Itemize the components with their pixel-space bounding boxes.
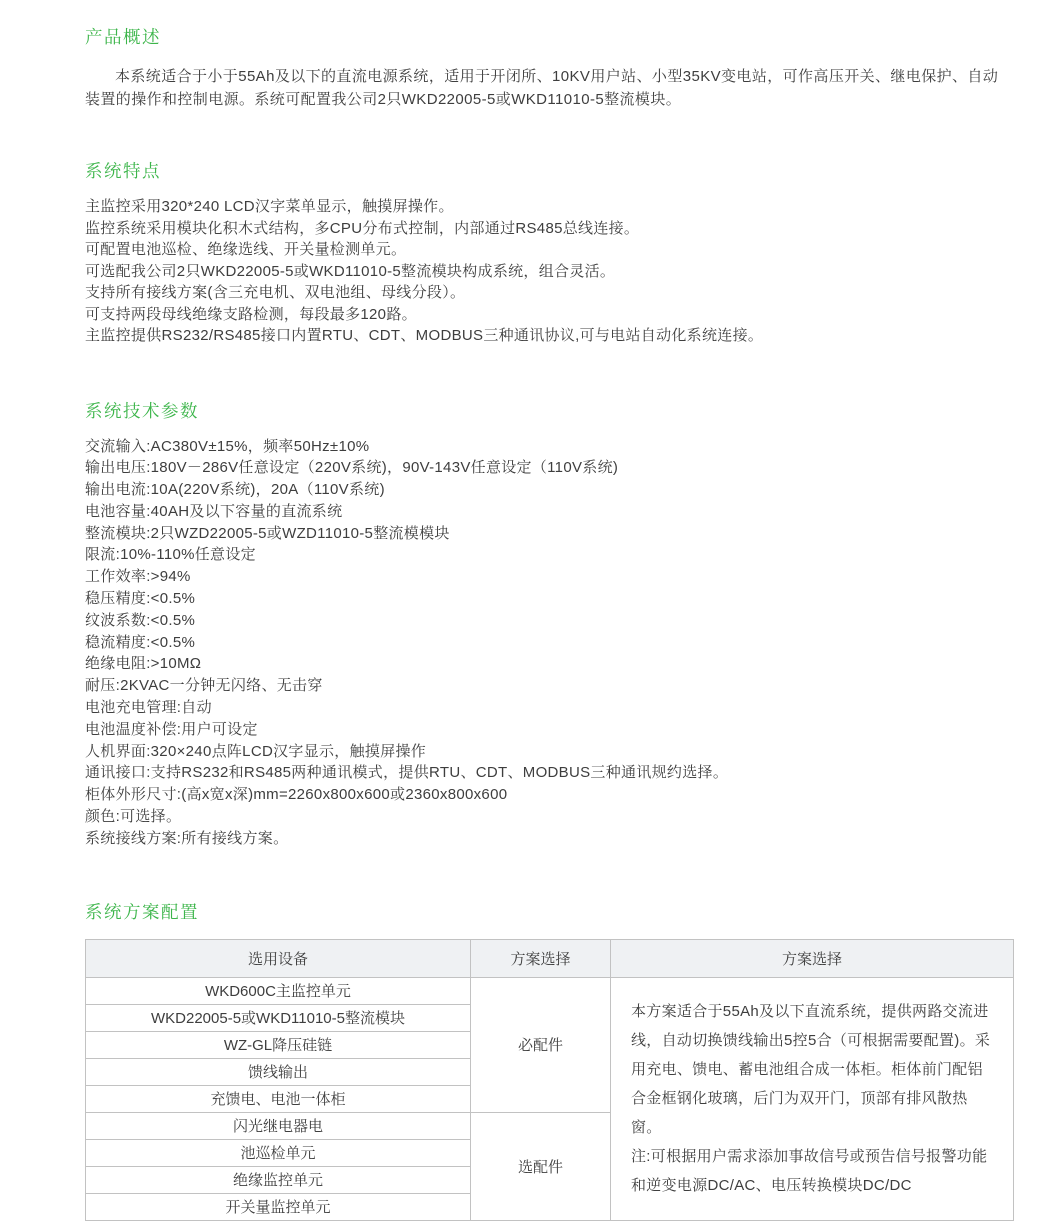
spec-item: 人机界面:320×240点阵LCD汉字显示，触摸屏操作	[85, 742, 427, 760]
feature-item: 可选配我公司2只WKD22005-5或WKD11010-5整流模块构成系统，组合灵活。	[85, 262, 616, 280]
device-cell: WKD22005-5或WKD11010-5整流模块	[86, 1004, 471, 1031]
feature-item: 主监控提供RS232/RS485接口内置RTU、CDT、MODBUS三种通讯协议,可与电站自动化系统连接。	[85, 327, 764, 344]
spec-item: 整流模块:2只WZD22005-5或WZD11010-5整流模模块	[85, 524, 450, 542]
config-table	[85, 939, 1014, 1221]
column-header-plan-desc: 方案选择	[611, 939, 1014, 977]
column-header-device: 选用设备	[86, 939, 471, 977]
feature-item: 支持所有接线方案(含三充电机、双电池组、母线分段）。	[85, 284, 466, 301]
device-cell: 池巡检单元	[86, 1139, 471, 1166]
device-cell: 绝缘监控单元	[86, 1166, 471, 1193]
spec-item: 交流输入:AC380V±15%，频率50Hz±10%	[85, 437, 370, 455]
device-cell: 馈线输出	[86, 1058, 471, 1085]
description-paragraph: 本方案适合于55Ah及以下直流系统，提供两路交流进线，自动切换馈线输出5控5合（可根据需要配置)。采用充电、馈电、蓄电池组合成一体柜。柜体前门配铝合金框钢化玻璃，后门为双开门，顶部有排风散热窗。	[631, 1003, 991, 1137]
section-title-config: 系统方案配置	[85, 901, 199, 922]
system-features-section	[85, 158, 1013, 347]
category-cell-optional: 选配件	[471, 1112, 611, 1220]
product-overview-section	[85, 24, 1013, 111]
spec-item: 通讯接口:支持RS232和RS485两种通讯模式，提供RTU、CDT、MODBUS三种通讯规约选择。	[85, 764, 729, 782]
spec-item: 纹波系数:<0.5%	[85, 611, 196, 629]
spec-item: 限流:10%-110%任意设定	[85, 546, 256, 564]
spec-item: 耐压:2KVAC一分钟无闪络、无击穿	[85, 677, 323, 695]
spec-item: 柜体外形尺寸:(高x宽x深)mm=2260x800x600或2360x800x600	[85, 786, 508, 804]
device-cell: WZ-GL降压硅链	[86, 1031, 471, 1058]
device-cell: 充馈电、电池一体柜	[86, 1085, 471, 1112]
description-cell	[611, 977, 1014, 1220]
feature-item: 可配置电池巡检、绝缘选线、开关量检测单元。	[85, 241, 407, 258]
spec-item: 稳流精度:<0.5%	[85, 633, 196, 651]
system-config-section	[85, 899, 1013, 1221]
spec-list	[85, 436, 1013, 850]
feature-item: 监控系统采用模块化积木式结构，多CPU分布式控制，内部通过RS485总线连接。	[85, 219, 640, 237]
category-cell-required: 必配件	[471, 977, 611, 1112]
spec-item: 工作效率:>94%	[85, 568, 191, 586]
device-cell: WKD600C主监控单元	[86, 977, 471, 1004]
spec-item: 绝缘电阻:>10MΩ	[85, 655, 202, 673]
technical-parameters-section	[85, 398, 1013, 850]
spec-item: 颜色:可选择。	[85, 808, 182, 826]
section-title-features: 系统特点	[85, 161, 161, 181]
spec-item: 系统接线方案:所有接线方案。	[85, 829, 289, 847]
feature-list	[85, 196, 1013, 347]
column-header-plan: 方案选择	[471, 939, 611, 977]
spec-item: 电池容量:40AH及以下容量的直流系统	[85, 502, 343, 520]
spec-item: 稳压精度:<0.5%	[85, 590, 196, 608]
section-title-overview: 产品概述	[85, 27, 161, 47]
description-note: 注:可根据用户需求添加事故信号或预告信号报警功能和逆变电源DC/AC、电压转换模块DC/DC	[631, 1148, 988, 1195]
section-title-specs: 系统技术参数	[85, 400, 199, 421]
spec-item: 输出电压:180V－286V任意设定（220V系统)，90V-143V任意设定（110V系统)	[85, 459, 619, 477]
spec-item: 输出电流:10A(220V系统)，20A（110V系统)	[85, 481, 385, 499]
device-cell: 闪光继电器电	[86, 1112, 471, 1139]
feature-item: 主监控采用320*240 LCD汉字菜单显示，触摸屏操作。	[85, 198, 454, 215]
spec-item: 电池温度补偿:用户可设定	[85, 720, 258, 738]
device-cell: 开关量监控单元	[86, 1193, 471, 1220]
overview-paragraph: 本系统适合于小于55Ah及以下的直流电源系统，适用于开闭所、10KV用户站、小型35KV变电站，可作高压开关、继电保护、自动装置的操作和控制电源。系统可配置我公司2只WKD22005-5或WKD11010-5整流模块。	[85, 68, 999, 108]
feature-item: 可支持两段母线绝缘支路检测，每段最多120路。	[85, 305, 417, 323]
spec-item: 电池充电管理:自动	[85, 699, 212, 717]
table-header-row	[86, 939, 1014, 977]
table-row	[86, 977, 1014, 1004]
